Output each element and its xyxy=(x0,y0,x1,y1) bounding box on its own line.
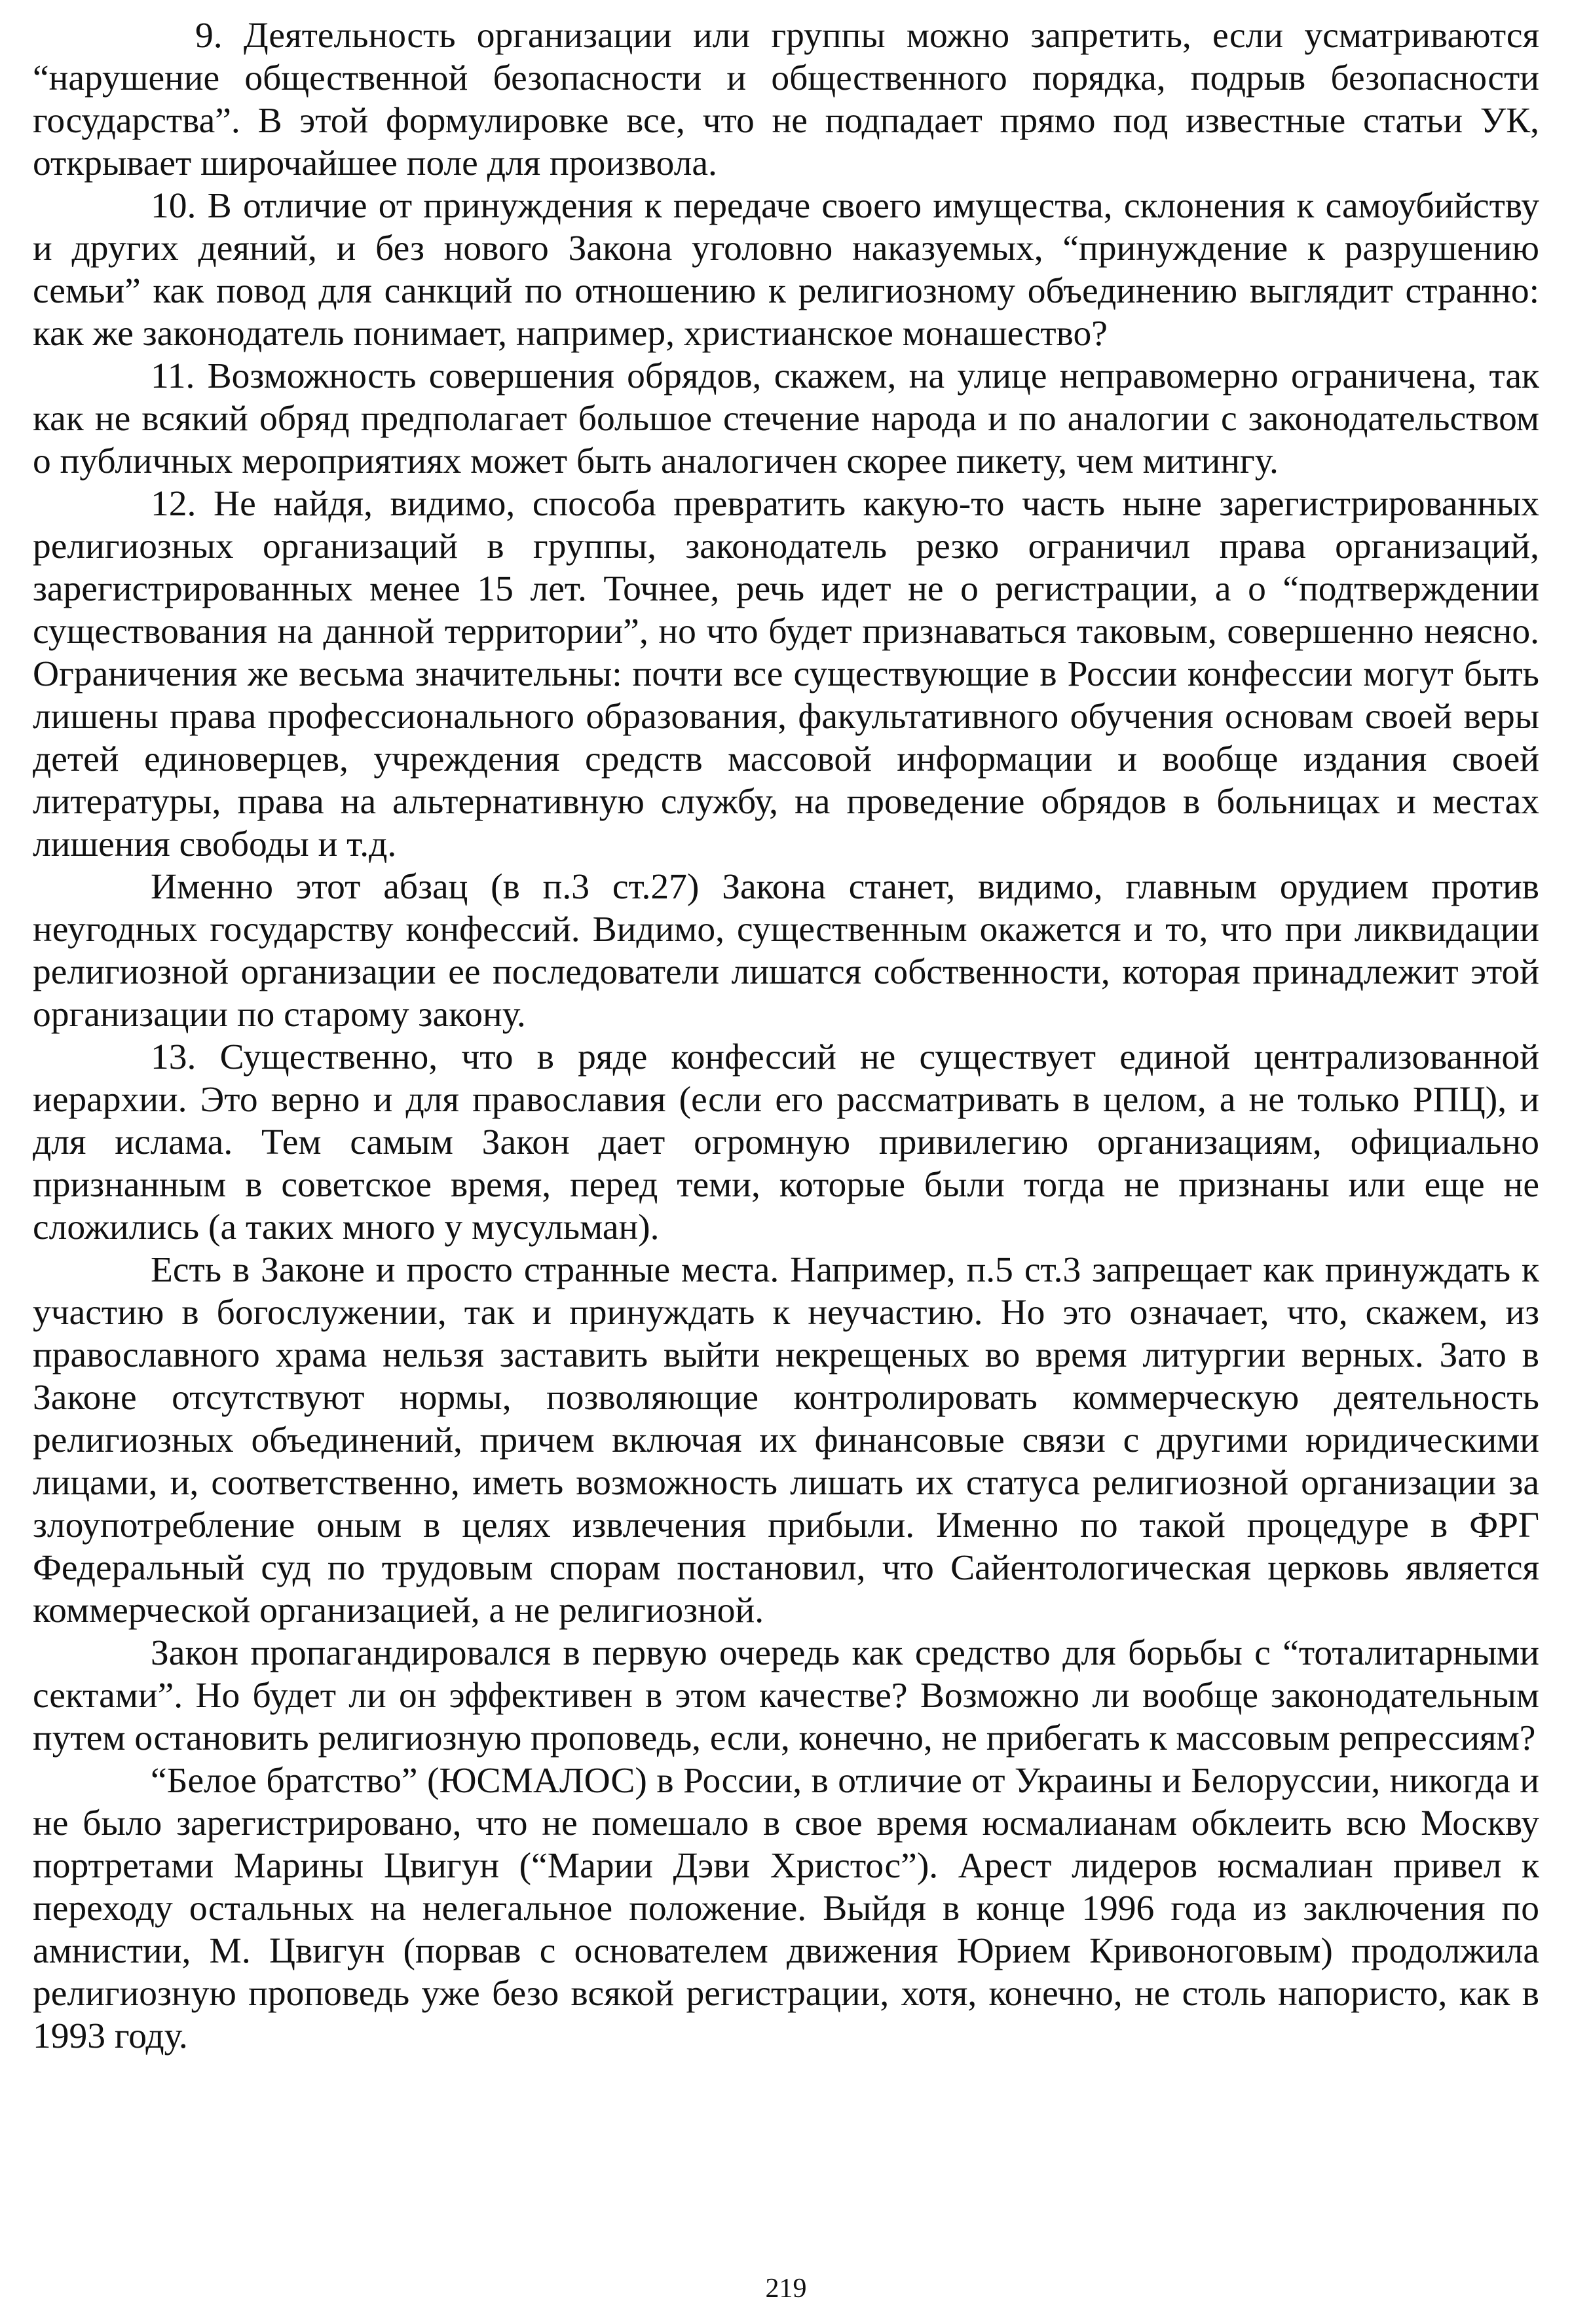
paragraph-white-brotherhood: “Белое братство” (ЮСМАЛОС) в России, в отличие от Украины и Белоруссии, никогда и не было зарегистрировано, что не помешало в свое время юсмалианам обклеить всю Москву портретами Марины Цвигун (“Марии Дэви Христос”). Арест лидеров юсмалиан привел к переходу остальных на нелегальное положение. Выйдя в конце 1996 года из заключения по амнистии, М. Цвигун (порвав с основателем движения Юрием Кривоноговым) продолжила религиозную проповедь уже безо всякой регистрации, хотя, конечно, не столь напористо, как в 1993 году. xyxy=(33,1761,1539,2056)
page-number: 219 xyxy=(765,2274,807,2304)
paragraph-item-10: 10. В отличие от принуждения к передаче своего имущества, склонения к самоубийству и других деяний, и без нового Закона уголовно наказуемых, “принуждение к разрушению семьи” как повод для санкций по отношению к религиозному объединению выглядит странно: как же законодатель понимает, например, христианское монашество? xyxy=(33,186,1539,354)
paragraph-totalitarian-sects: Закон пропагандировался в первую очередь как средство для борьбы с “тоталитарными сектами”. Но будет ли он эффективен в этом качестве? Возможно ли вообще законодательным путем остановить религиозную проповедь, если, конечно, не прибегать к массовым репрессиям? xyxy=(33,1633,1539,1758)
paragraph-item-9: 9. Деятельность организации или группы можно запретить, если усматриваются “нарушение общественной безопасности и общественного порядка, подрыв безопасности государства”. В этой формулировке все, что не подпадает прямо под известные статьи УК, открывает широчайшее поле для произвола. xyxy=(33,16,1539,183)
paragraph-item-11: 11. Возможность совершения обрядов, скажем, на улице неправомерно ограничена, так как не всякий обряд предполагает большое стечение народа и по аналогии с законодательством о публичных мероприятиях может быть аналогичен скорее пикету, чем митингу. xyxy=(33,356,1539,481)
paragraph-item-13: 13. Существенно, что в ряде конфессий не существует единой централизованной иерархии. Это верно и для православия (если его рассматривать в целом, а не только РПЦ), и для ислама. Тем самым Закон дает огромную привилегию организациям, официально признанным в советское время, перед теми, которые были тогда не признаны или еще не сложились (а таких много у мусульман). xyxy=(33,1037,1539,1247)
paragraph-item-12: 12. Не найдя, видимо, способа превратить какую-то часть ныне зарегистрированных религиозных организаций в группы, законодатель резко ограничил права организаций, зарегистрированных менее 15 лет. Точнее, речь идет не о регистрации, а о “подтверждении существования на данной территории”, но что будет признаваться таковым, совершенно неясно. Ограничения же весьма значительны: почти все существующие в России конфессии могут быть лишены права профессионального образования, факультативного обучения основам своей веры детей единоверцев, учреждения средств массовой информации и вообще издания своей литературы, права на альтернативную службу, на проведение обрядов в больницах и местах лишения свободы и т.д. xyxy=(33,484,1539,864)
paragraph-article-27: Именно этот абзац (в п.3 ст.27) Закона станет, видимо, главным орудием против неугодных государству конфессий. Видимо, существенным окажется и то, что при ликвидации религиозной организации ее последователи лишатся собственности, которая принадлежит этой организации по старому закону. xyxy=(33,867,1539,1035)
paragraph-strange-places: Есть в Законе и просто странные места. Например, п.5 ст.3 запрещает как принуждать к участию в богослужении, так и принуждать к неучастию. Но это означает, что, скажем, из православного храма нельзя заставить выйти некрещеных во время литургии верных. Зато в Законе отсутствуют нормы, позволяющие контролировать коммерческую деятельность религиозных объединений, причем включая их финансовые связи с другими юридическими лицами, и, соответственно, иметь возможность лишать их статуса религиозной организации за злоупотребление оным в целях извлечения прибыли. Именно по такой процедуре в ФРГ Федеральный суд по трудовым спорам постановил, что Сайентологическая церковь является коммерческой организацией, а не религиозной. xyxy=(33,1250,1539,1631)
